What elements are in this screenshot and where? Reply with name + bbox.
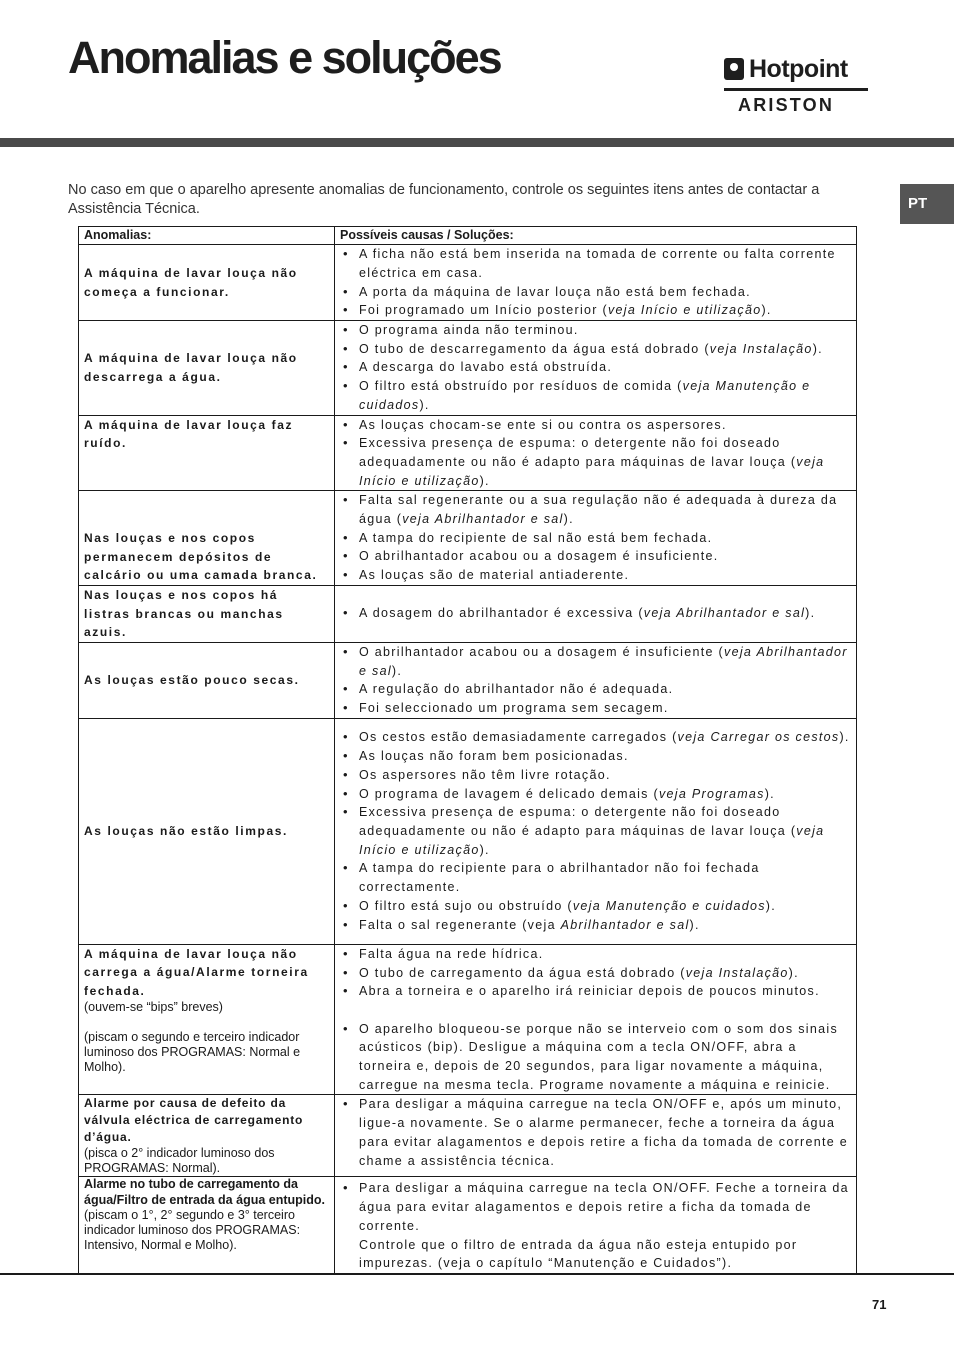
causes-list [339,1095,852,1170]
causes-cell [335,321,857,416]
reference-link-text: veja Carregar os cestos [677,730,840,745]
causes-list [339,491,852,585]
causes-list [339,245,852,320]
cause-item: • O programa ainda não terminou. [339,321,852,340]
anomaly-cell: As louças estão pouco secas. [79,642,335,718]
brand-logo [724,55,870,117]
cause-item: • A tampa do recipiente para o abrilhantador não foi fechada correctamente. [339,859,852,896]
table-header-row [79,227,857,245]
anomaly-note: (pisca o 2° indicador luminoso dos PROGRAMAS: Normal). [84,1146,275,1176]
causes-cell [335,415,857,491]
cause-item: • Excessiva presença de espuma: o detergente não foi doseado adequadamente ou não é adapto para máquinas de lavar louça (veja Início e utilização). [339,434,852,490]
cause-item: Controle que o filtro de entrada da água não esteja entupido por impurezas. (veja o capítulo “Manutenção e Cuidados”). [359,1237,798,1271]
table-row [79,944,857,1095]
causes-cell [335,1095,857,1177]
anomaly-note: (piscam o segundo e terceiro indicador luminoso dos PROGRAMAS: Normal e Molho). [84,1030,301,1075]
anomaly-title: A máquina de lavar louça não carrega a água/Alarme torneira fechada. [84,946,309,998]
hotpoint-logo-icon [724,58,744,80]
causes-list [339,728,852,934]
reference-link-text: veja Início e utilização [359,823,825,857]
reference-link-text: veja Instalação [685,965,789,980]
reference-link-text: veja Manutenção e cuidados [359,379,811,412]
anomaly-cell [79,1177,335,1274]
cause-item: • As louças não foram bem posicionadas. [339,747,852,766]
cause-item: • O abrilhantador acabou ou a dosagem é insuficiente. [339,547,852,566]
anomaly-cell: Nas louças e nos copos há listras brancas ou manchas azuis. [79,585,335,642]
header-causes: Possíveis causas / Soluções: [335,227,857,245]
reference-link-text: veja Abrilhantador e sal [402,512,564,527]
cause-item: • Excessiva presença de espuma: o detergente não foi doseado adequadamente ou não é adapto para máquinas de lavar louça (veja Início e utilização). [339,803,852,859]
causes-cell [335,944,857,1095]
cause-item: • As louças são de material antiaderente. [339,566,852,585]
cause-item: • A regulação do abrilhantador não é adequada. [339,680,852,699]
cause-item: • Para desligar a máquina carregue na tecla ON/OFF e, após um minuto, ligue-a novamente. Se o alarme permanecer, feche a torneira da água para evitar alagamentos e depois retire a ficha da tomada de corrente e chame a assistência técnica. [339,1095,852,1170]
causes-list [339,945,852,1095]
reference-link-text: veja Abrilhantador e sal [643,606,806,621]
table-row [79,1177,857,1274]
reference-link-text: veja Manutenção e cuidados [572,898,766,913]
cause-item: • Os aspersores não têm livre rotação. [339,766,852,785]
cause-item: • Abra a torneira e o aparelho irá reiniciar depois de poucos minutos. [339,982,852,1001]
table-row [79,585,857,642]
cause-item: • A descarga do lavabo está obstruída. [339,358,852,377]
logo-divider [724,88,868,91]
language-tab: PT [900,184,954,224]
causes-list [339,604,852,623]
brand-sub: ARISTON [738,95,835,115]
anomaly-note: (piscam o 1°, 2° segundo e 3° terceiro indicador luminoso dos PROGRAMAS: Intensivo, Normal e Molho). [84,1208,301,1253]
reference-link-text: veja Programas [658,786,765,801]
causes-cell [335,718,857,944]
cause-item: • Os cestos estão demasiadamente carregados (veja Carregar os cestos). [339,728,852,747]
cause-item: • A dosagem do abrilhantador é excessiva (veja Abrilhantador e sal). [339,604,852,623]
troubleshooting-table [78,226,857,1274]
table-row [79,415,857,491]
list-spacer [339,1001,852,1020]
header-rule [0,138,954,147]
causes-list [339,321,852,415]
table-row [79,642,857,718]
reference-link-text: veja Início e utilização [607,303,762,318]
reference-link-text: veja Instalação [709,341,813,356]
page-title: Anomalias e soluções [68,32,501,83]
anomaly-note-gap [84,1015,329,1030]
anomaly-cell: Nas louças e nos copos permanecem depósitos de calcário ou uma camada branca. [79,491,335,586]
causes-cell [335,245,857,321]
anomaly-cell: A máquina de lavar louça não descarrega a água. [79,321,335,416]
cause-item: • Falta o sal regenerante (veja Abrilhantador e sal). [339,916,852,935]
cause-item: • A porta da máquina de lavar louça não está bem fechada. [339,283,852,302]
anomaly-cell: A máquina de lavar louça faz ruído. [79,415,335,491]
reference-link-text: veja Início e utilização [359,454,825,488]
anomaly-cell: A máquina de lavar louça não começa a funcionar. [79,245,335,321]
anomaly-title: Alarme por causa de defeito da válvula eléctrica de carregamento d’água. [84,1096,304,1145]
cause-item: • O tubo de carregamento da água está dobrado (veja Instalação). [339,964,852,983]
page-number: 71 [872,1297,887,1312]
cause-item: • O tubo de descarregamento da água está dobrado (veja Instalação). [339,340,852,359]
table-row [79,321,857,416]
cause-item: • O aparelho bloqueou-se porque não se interveio com o som dos sinais acústicos (bip). Desligue a máquina com a tecla ON/OFF, abra a torneira e, depois de 20 segundos, para ligar novamente a máquina, carregue na mesma tecla. Programe novamente a máquina e reinicie. [339,1020,852,1095]
anomaly-cell [79,1095,335,1177]
reference-link-text: Abrilhantador e sal [560,917,690,932]
header-anomaly: Anomalias: [79,227,335,245]
causes-list [339,416,852,491]
intro-paragraph: No caso em que o aparelho apresente anomalias de funcionamento, controle os seguintes itens antes de contactar a Assistência Técnica. [68,182,820,217]
cause-item: • O filtro está sujo ou obstruído (veja Manutenção e cuidados). [339,897,852,916]
cause-item: • A tampa do recipiente de sal não está bem fechada. [339,529,852,548]
brand-name: Hotpoint [749,55,848,83]
causes-cell [335,642,857,718]
anomaly-cell: As louças não estão limpas. [79,718,335,944]
cause-item: • O abrilhantador acabou ou a dosagem é insuficiente (veja Abrilhantador e sal). [339,643,852,680]
anomaly-title: Alarme no tubo de carregamento da água/Filtro de entrada da água entupido. [84,1177,325,1207]
cause-item: • Falta sal regenerante ou a sua regulação não é adequada à dureza da água (veja Abrilhantador e sal). [339,491,852,528]
causes-cell [335,1177,857,1274]
cause-item: • As louças chocam-se ente si ou contra os aspersores. [339,416,852,435]
causes-cell [335,585,857,642]
anomaly-note: (ouvem-se “bips” breves) [84,1000,223,1015]
cause-item: • Falta água na rede hídrica. [339,945,852,964]
cause-item: • Foi seleccionado um programa sem secagem. [339,699,852,718]
table-row [79,718,857,944]
causes-list [339,1179,852,1273]
cause-item: • O programa de lavagem é delicado demais (veja Programas). [339,785,852,804]
footer-rule [0,1273,954,1275]
cause-item: • O filtro está obstruído por resíduos de comida (veja Manutenção e cuidados). [339,377,852,414]
table-row [79,1095,857,1177]
table-row [79,245,857,321]
causes-list [339,643,852,718]
table-row [79,491,857,586]
anomaly-cell [79,944,335,1095]
cause-item: • Foi programado um Início posterior (veja Início e utilização). [339,301,852,320]
reference-link-text: veja Abrilhantador e sal [359,644,848,678]
causes-cell [335,491,857,586]
cause-item: • A ficha não está bem inserida na tomada de corrente ou falta corrente eléctrica em casa. [339,245,852,282]
cause-item: • Para desligar a máquina carregue na tecla ON/OFF. Feche a torneira da água para evitar alagamentos e depois retire a ficha da tomada de corrente. [339,1179,852,1235]
